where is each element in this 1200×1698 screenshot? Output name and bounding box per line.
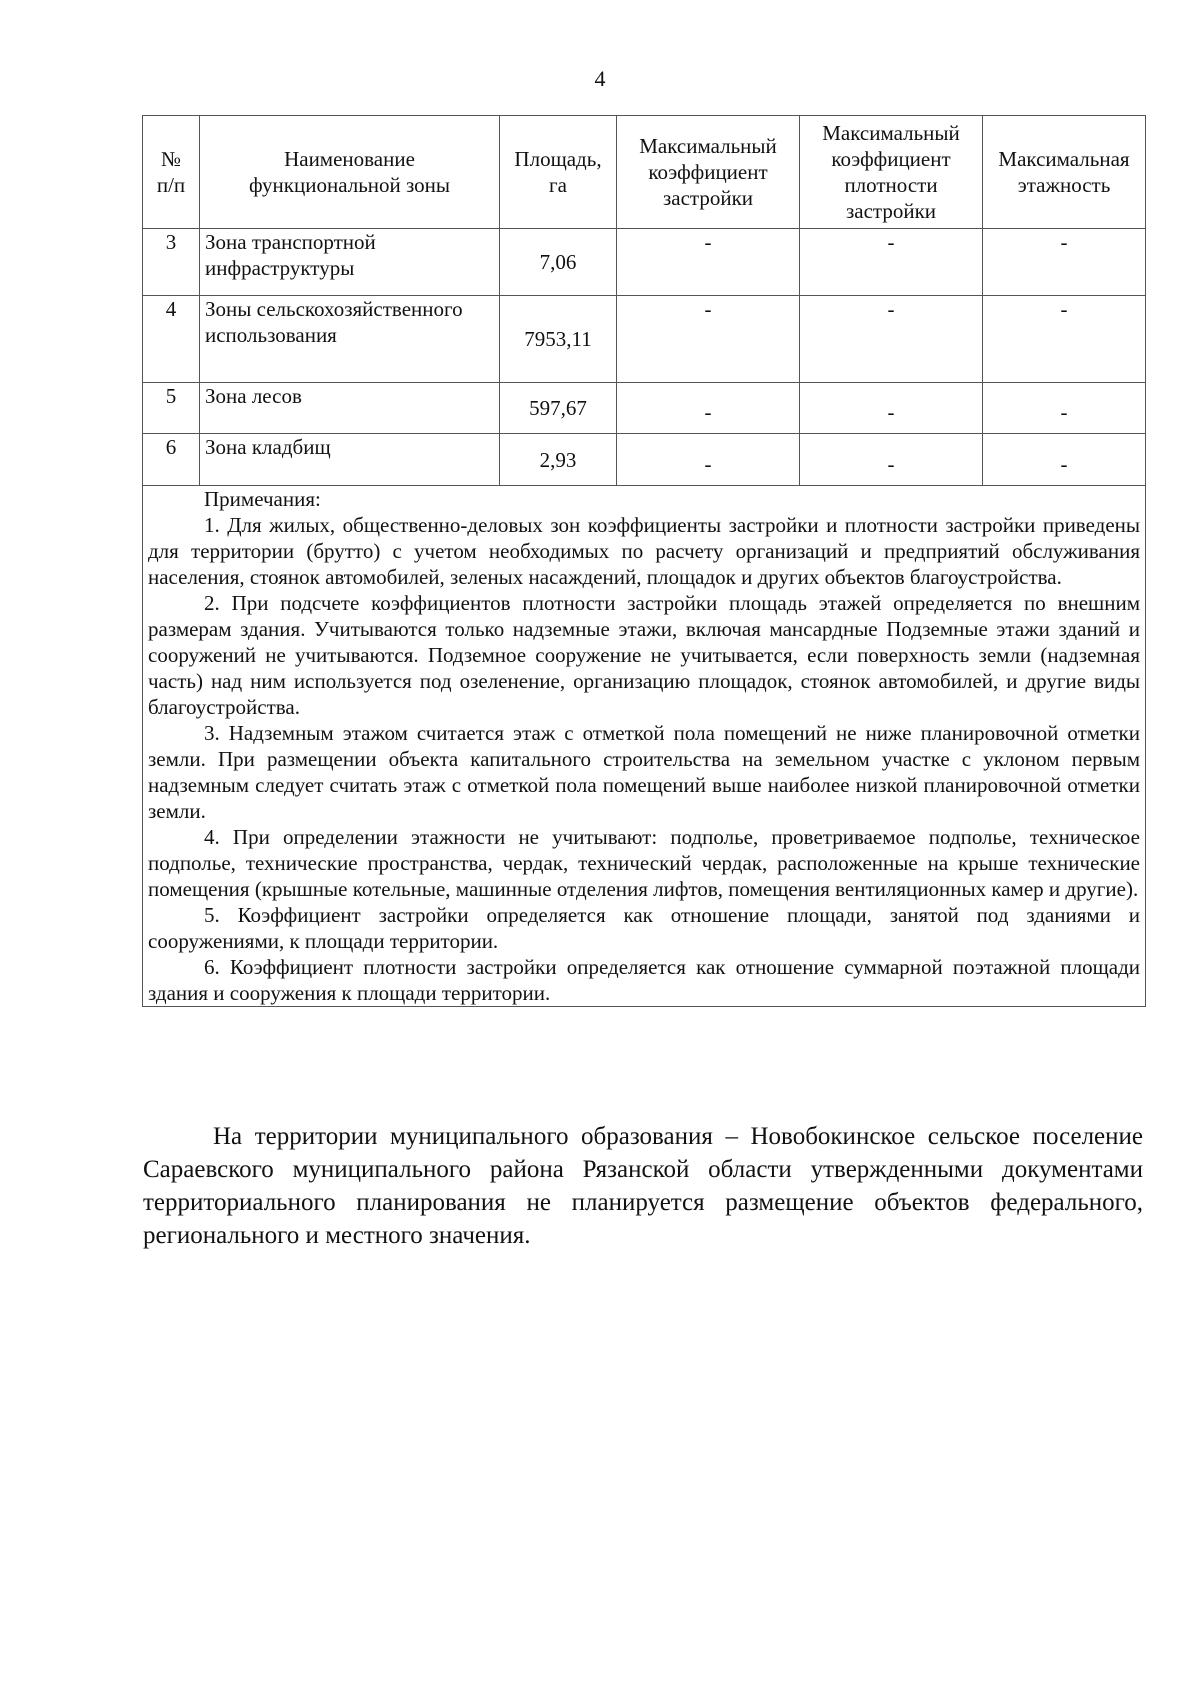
row-max-coefficient: - (617, 434, 800, 486)
row-max-density: - (800, 434, 983, 486)
note-item: 2. При подсчете коэффициентов плотности застройки площадь этажей определяется по внешним размерам здания. Учитываются только надземные этажи, включая мансардные Подземные этажи зданий и сооружений не учитываются. Подземное сооружение не учитывается, если поверхность земли (надземная часть) над ним используется под озеленение, организацию площадок, стоянок автомобилей, и другие виды благоустройства. (148, 591, 1140, 719)
page-number: 4 (594, 66, 606, 91)
row-max-floors: - (983, 434, 1146, 486)
note-item: 5. Коэффициент застройки определяется как отношение площади, занятой под зданиями и сооружениями, к площади территории. (148, 903, 1140, 953)
row-zone-name: Зона кладбищ (200, 434, 500, 486)
row-num: 6 (143, 434, 200, 486)
zones-table (142, 115, 1146, 1007)
row-area: 7,06 (500, 229, 617, 296)
row-max-floors: - (983, 296, 1146, 383)
table-header-row (143, 116, 1146, 229)
row-max-floors: - (983, 229, 1146, 296)
note-item: 4. При определении этажности не учитывают: подполье, проветриваемое подполье, техническое подполье, технические пространства, чердак, технический чердак, расположенные на крыше технические помещения (крышные котельные, машинные отделения лифтов, помещения вентиляционных камер и другие). (148, 825, 1140, 901)
row-max-coefficient: - (617, 383, 800, 434)
row-area: 597,67 (500, 383, 617, 434)
row-max-coefficient: - (617, 229, 800, 296)
row-num: 3 (143, 229, 200, 296)
note-item: 1. Для жилых, общественно-деловых зон коэффициенты застройки и плотности застройки приведены для территории (брутто) с учетом необходимых по расчету организаций и предприятий обслуживания населения, стоянок автомобилей, зеленых насаждений, площадок и других объектов благоустройства. (148, 513, 1140, 589)
row-max-coefficient: - (617, 296, 800, 383)
header-zone-name: Наименование функциональной зоны (200, 116, 500, 229)
row-area: 7953,11 (500, 296, 617, 383)
row-num: 4 (143, 296, 200, 383)
row-zone-name: Зона транспортной инфраструктуры (200, 229, 500, 296)
header-max-coefficient: Максимальный коэффициент застройки (617, 116, 800, 229)
row-max-density: - (800, 383, 983, 434)
body-paragraph: На территории муниципального образования – Новобокинское сельское поселение Сараевского муниципального района Рязанской области утвержденными документами территориального планирования не планируется размещение объектов федерального, регионального и местного значения. (143, 1123, 1143, 1249)
header-max-floors: Максимальная этажность (983, 116, 1146, 229)
row-max-floors: - (983, 383, 1146, 434)
table-row (143, 229, 1146, 296)
row-max-density: - (800, 296, 983, 383)
table-row (143, 296, 1146, 383)
notes-row (143, 486, 1146, 1007)
table-row (143, 383, 1146, 434)
header-area: Площадь, га (500, 116, 617, 229)
table-row (143, 434, 1146, 486)
row-num: 5 (143, 383, 200, 434)
note-item: 6. Коэффициент плотности застройки определяется как отношение суммарной поэтажной площади здания и сооружения к площади территории. (148, 955, 1140, 1005)
header-max-density: Максимальный коэффициент плотности застройки (800, 116, 983, 229)
header-num: № п/п (143, 116, 200, 229)
row-max-density: - (800, 229, 983, 296)
note-item: 3. Надземным этажом считается этаж с отметкой пола помещений не ниже планировочной отметки земли. При размещении объекта капитального строительства на земельном участке с уклоном первым надземным следует считать этаж с отметкой пола помещений выше наиболее низкой планировочной отметки земли. (148, 721, 1140, 823)
row-zone-name: Зоны сельскохозяйственного использования (200, 296, 500, 383)
notes-title: Примечания: (204, 487, 321, 511)
row-zone-name: Зона лесов (200, 383, 500, 434)
notes-cell (143, 486, 1146, 1007)
row-area: 2,93 (500, 434, 617, 486)
